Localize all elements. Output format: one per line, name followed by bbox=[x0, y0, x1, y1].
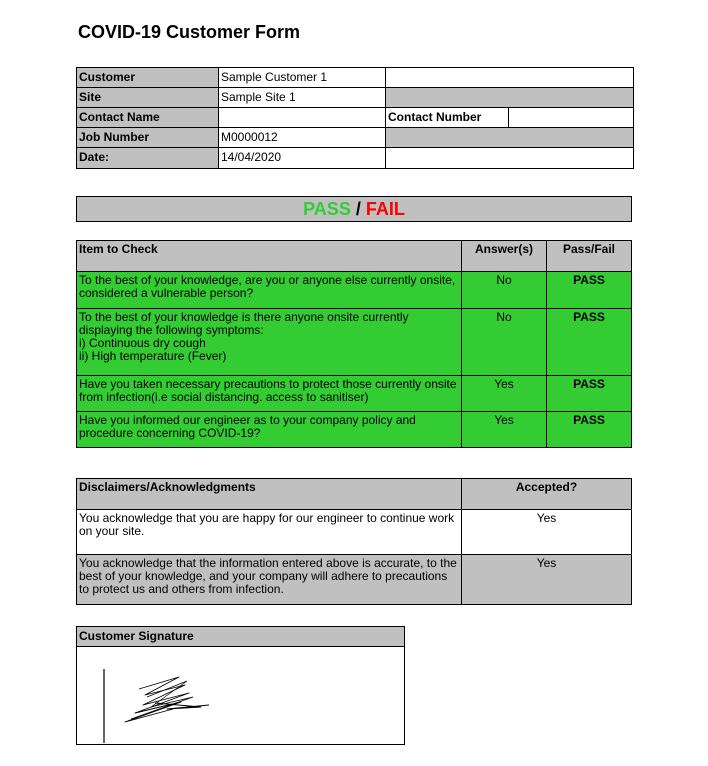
signature-header: Customer Signature bbox=[76, 626, 405, 647]
fail-word: FAIL bbox=[365, 199, 405, 219]
date-label: Date: bbox=[77, 148, 219, 168]
check-row bbox=[77, 376, 631, 412]
disclaimers-header bbox=[77, 479, 631, 510]
check-result: PASS bbox=[573, 413, 605, 427]
date-row bbox=[77, 148, 633, 168]
check-result: PASS bbox=[573, 377, 605, 391]
signature-drawing bbox=[77, 647, 406, 745]
disclaimer-row bbox=[77, 555, 631, 604]
answer-header: Answer(s) bbox=[462, 241, 547, 271]
check-result: PASS bbox=[573, 273, 605, 287]
date-value[interactable]: 14/04/2020 bbox=[219, 148, 386, 168]
pass-word: PASS bbox=[303, 199, 351, 219]
customer-info-table bbox=[76, 67, 634, 169]
date-extra-cell bbox=[386, 148, 633, 168]
disclaimer-text: You acknowledge that you are happy for our engineer to continue work on your site. bbox=[77, 510, 462, 554]
contact-row bbox=[77, 108, 633, 128]
disclaimer-text: You acknowledge that the information entered above is accurate, to the best of your knowledge, and your company will adhere to precautions to protect us and others from infection. bbox=[77, 555, 462, 604]
pass-fail-banner bbox=[76, 196, 632, 222]
contact-name-value[interactable] bbox=[219, 108, 386, 127]
signature-box[interactable] bbox=[76, 647, 405, 745]
check-answer[interactable]: No bbox=[462, 272, 547, 308]
check-row bbox=[77, 309, 631, 376]
disclaimer-accepted[interactable]: Yes bbox=[536, 556, 557, 570]
site-value[interactable]: Sample Site 1 bbox=[219, 88, 386, 107]
check-answer[interactable]: No bbox=[462, 309, 547, 375]
customer-value[interactable]: Sample Customer 1 bbox=[219, 68, 386, 87]
customer-label: Customer bbox=[77, 68, 219, 87]
contact-name-label: Contact Name bbox=[77, 108, 219, 127]
job-number-row bbox=[77, 128, 633, 148]
disclaimers-table bbox=[76, 478, 632, 605]
check-answer[interactable]: Yes bbox=[462, 376, 547, 411]
site-extra-cell bbox=[386, 88, 633, 107]
disclaimer-accepted[interactable]: Yes bbox=[536, 511, 557, 525]
accepted-header: Accepted? bbox=[515, 480, 578, 494]
site-row bbox=[77, 88, 633, 108]
contact-number-label: Contact Number bbox=[386, 108, 509, 127]
check-row bbox=[77, 412, 631, 447]
site-label: Site bbox=[77, 88, 219, 107]
job-number-value[interactable]: M0000012 bbox=[219, 128, 386, 147]
checks-header bbox=[77, 241, 631, 272]
check-item: Have you taken necessary precautions to protect those currently onsite from infection(i.e social distancing. access to sanitiser) bbox=[77, 376, 462, 411]
job-extra-cell bbox=[386, 128, 633, 147]
job-number-label: Job Number bbox=[77, 128, 219, 147]
check-answer[interactable]: Yes bbox=[462, 412, 547, 447]
disclaimer-row bbox=[77, 510, 631, 555]
customer-extra-cell bbox=[386, 68, 633, 87]
disclaimer-item-header: Disclaimers/Acknowledgments bbox=[77, 479, 462, 509]
customer-row bbox=[77, 68, 633, 88]
check-item: To the best of your knowledge, are you or anyone else currently onsite, considered a vulnerable person? bbox=[77, 272, 462, 308]
pass-fail-header: Pass/Fail bbox=[562, 242, 616, 256]
check-item: To the best of your knowledge is there anyone onsite currently displaying the following symptoms: i) Continuous dry cough ii) High temperature (Fever) bbox=[77, 309, 462, 375]
banner-separator: / bbox=[350, 199, 366, 219]
check-result: PASS bbox=[573, 310, 605, 324]
checks-table bbox=[76, 240, 632, 448]
form-title: COVID-19 Customer Form bbox=[78, 22, 301, 42]
check-item: Have you informed our engineer as to your company policy and procedure concerning COVID-19? bbox=[77, 412, 462, 447]
item-header: Item to Check bbox=[77, 241, 462, 271]
check-row bbox=[77, 272, 631, 309]
contact-number-value[interactable] bbox=[509, 108, 633, 127]
